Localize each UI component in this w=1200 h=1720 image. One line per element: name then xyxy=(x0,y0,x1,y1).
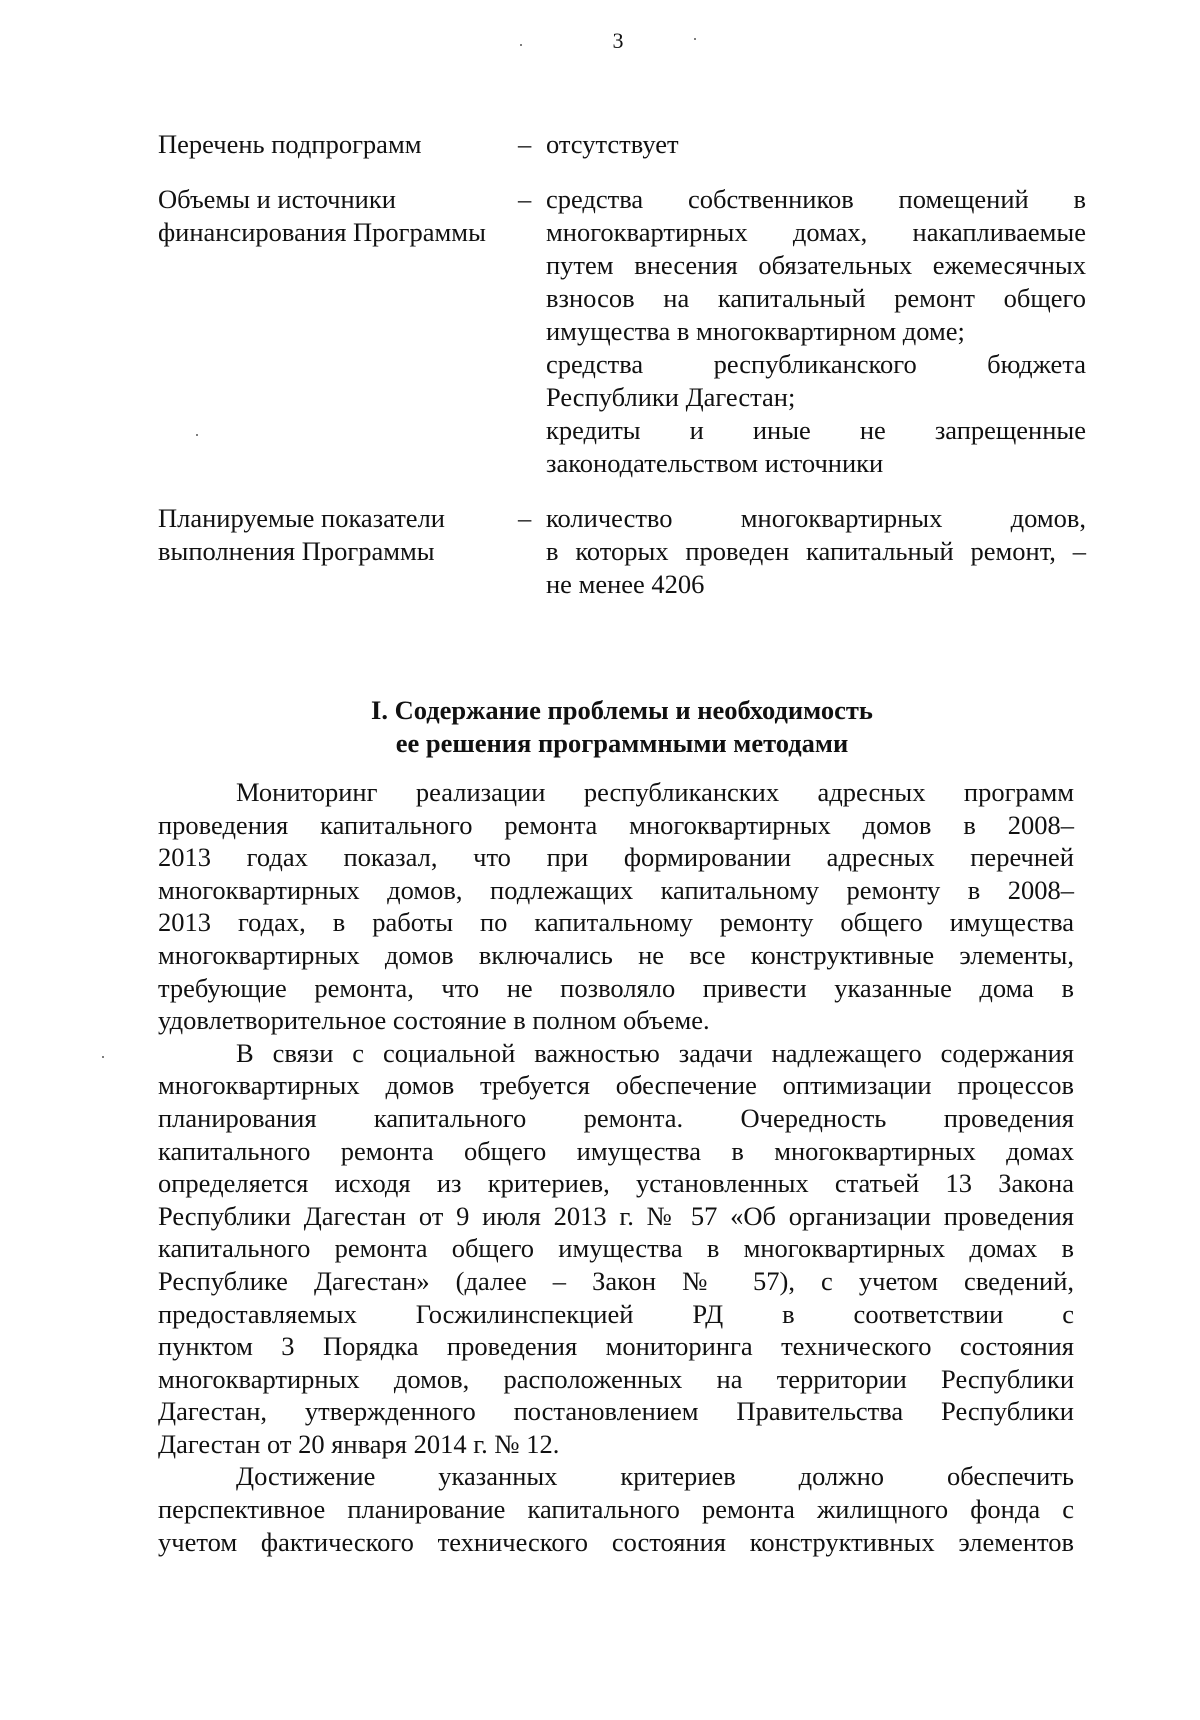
passport-label-line: Планируемые показатели xyxy=(158,503,445,533)
paragraph-line: многоквартирных домов требуется обеспечение оптимизации процессов xyxy=(158,1070,1074,1101)
scan-speck xyxy=(196,434,198,436)
paragraph-line: предоставляемых Госжилинспекцией РД в соответствии с xyxy=(158,1298,1074,1329)
paragraph-line: планирования капитального ремонта. Очередность проведения xyxy=(158,1102,1074,1133)
paragraph-line: многоквартирных домов, подлежащих капитальному ремонту в 2008– xyxy=(158,874,1074,905)
passport-dash: – xyxy=(518,129,532,159)
passport-value xyxy=(546,128,1086,161)
paragraph-line: Республике Дагестан» (далее – Закон № 57), с учетом сведений, xyxy=(158,1265,1074,1296)
paragraph-line: В связи с социальной важностью задачи надлежащего содержания xyxy=(236,1037,1074,1068)
passport-value-line: законодательством источники xyxy=(546,448,884,478)
passport-row xyxy=(158,183,1086,480)
paragraph xyxy=(158,1037,1074,1461)
paragraph-line: капитального ремонта общего имущества в многоквартирных домах xyxy=(158,1135,1074,1166)
paragraph xyxy=(158,776,1074,1037)
passport-value-line: средства республиканского бюджета xyxy=(546,349,1086,379)
passport-row xyxy=(158,502,1086,601)
paragraph-line: определяется исходя из критериев, установленных статьей 13 Закона xyxy=(158,1168,1074,1199)
passport-label xyxy=(158,183,518,249)
section-body xyxy=(158,776,1074,1558)
program-passport-table xyxy=(158,128,1086,623)
passport-label xyxy=(158,128,518,161)
scan-speck xyxy=(102,1056,104,1058)
passport-value-line: многоквартирных домах, накапливаемые xyxy=(546,217,1086,247)
paragraph-line: многоквартирных домов, расположенных на территории Республики xyxy=(158,1363,1074,1394)
section-title xyxy=(158,694,1086,760)
passport-dash: – xyxy=(518,503,532,533)
paragraph-line: удовлетворительное состояние в полном объеме. xyxy=(158,1005,710,1036)
passport-label xyxy=(158,502,518,568)
passport-value-line: взносов на капитальный ремонт общего xyxy=(546,283,1086,313)
paragraph-line: пунктом 3 Порядка проведения мониторинга технического состояния xyxy=(158,1331,1074,1362)
passport-value-line: кредиты и иные не запрещенные xyxy=(546,415,1086,445)
passport-value-line: количество многоквартирных домов, xyxy=(546,503,1086,533)
paragraph xyxy=(158,1460,1074,1558)
passport-dash: – xyxy=(518,184,532,214)
passport-label-line: Перечень подпрограмм xyxy=(158,129,422,159)
passport-value-line: средства собственников помещений в xyxy=(546,184,1086,214)
paragraph-line: перспективное планирование капитального ремонта жилищного фонда с xyxy=(158,1494,1074,1525)
section-title-line: ее решения программными методами xyxy=(395,728,849,758)
scan-speck xyxy=(520,44,522,46)
paragraph-line: требующие ремонта, что не позволяло привести указанные дома в xyxy=(158,972,1074,1003)
paragraph-line: 2013 годах, в работы по капитальному ремонту общего имущества xyxy=(158,907,1074,938)
paragraph-line: Республики Дагестан от 9 июля 2013 г. № 57 «Об организации проведения xyxy=(158,1200,1074,1231)
paragraph-line: капитального ремонта общего имущества в многоквартирных домах в xyxy=(158,1233,1074,1264)
passport-value-line: не менее 4206 xyxy=(546,569,705,599)
paragraph-line: Дагестан от 20 января 2014 г. № 12. xyxy=(158,1428,560,1459)
paragraph-line: учетом фактического технического состояния конструктивных элементов xyxy=(158,1526,1074,1557)
section-title-line: I. Содержание проблемы и необходимость xyxy=(371,695,873,725)
passport-label-line: Объемы и источники xyxy=(158,184,396,214)
passport-value xyxy=(546,183,1086,480)
passport-value-line: отсутствует xyxy=(546,129,679,159)
passport-value-line: путем внесения обязательных ежемесячных xyxy=(546,250,1086,280)
passport-value-line: в которых проведен капитальный ремонт, – xyxy=(546,536,1086,566)
passport-row xyxy=(158,128,1086,161)
paragraph-line: Дагестан, утвержденного постановлением Правительства Республики xyxy=(158,1396,1074,1427)
passport-value-line: имущества в многоквартирном доме; xyxy=(546,316,965,346)
passport-value-line: Республики Дагестан; xyxy=(546,382,796,412)
paragraph-line: многоквартирных домов включались не все конструктивные элементы, xyxy=(158,939,1074,970)
page-number: 3 xyxy=(612,28,624,53)
paragraph-line: Достижение указанных критериев должно обеспечить xyxy=(236,1461,1074,1492)
paragraph-line: Мониторинг реализации республиканских адресных программ xyxy=(236,777,1074,807)
paragraph-line: проведения капитального ремонта многоквартирных домов в 2008– xyxy=(158,809,1074,840)
passport-value xyxy=(546,502,1086,601)
passport-label-line: выполнения Программы xyxy=(158,536,435,566)
paragraph-line: 2013 годах показал, что при формировании адресных перечней xyxy=(158,842,1074,873)
passport-label-line: финансирования Программы xyxy=(158,217,486,247)
scan-speck xyxy=(694,38,696,40)
